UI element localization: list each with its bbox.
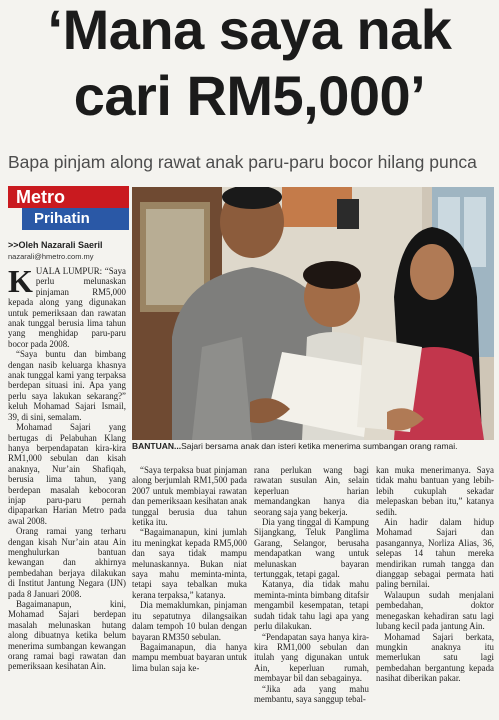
headline-line-2: cari RM5,000’ [73, 64, 426, 127]
article-column-2 [132, 465, 247, 673]
article-column-4 [376, 465, 494, 684]
headline-line-1: ‘Mana saya nak [47, 0, 452, 61]
article-paragraph: Mohamad Sajari yang bertugas di Pelabuhan Klang hanya berpendapatan kira-kira RM1,000 sebulan dan kisah anaknya, Nur’ain Shafiqah, berusia lima tahun, yang berdepan masalah kebocoran injap paru-paru pernah dipaparkan Harian Metro pada awal 2008. [8, 422, 126, 526]
caption-text: Sajari bersama anak dan isteri ketika menerima sumbangan orang ramai. [181, 441, 458, 451]
article-paragraph: Dia yang tinggal di Kampung Sijangkang, Teluk Panglima Garang, Selangor, berusaha mendapatkan wang untuk melunaskan bayaran tertunggak, tetapi gagal. [254, 517, 369, 580]
article-paragraph: Bagaimanapun, kini, Mohamad Sajari berdepan masalah melunaskan hutang along dibuatnya ketika belum menerima sumbangan kewangan orang ramai bagi rawatan dan pemeriksaan kesihatan Ain. [8, 599, 126, 672]
dateline: UALA LUMPUR: [35, 266, 103, 276]
article-paragraph: Bagaimanapun, dia hanya mampu membuat bayaran untuk lima bulan saja ke- [132, 641, 247, 673]
byline: >>Oleh Nazarali Saeril [8, 240, 103, 250]
article-paragraph: “Pendapatan saya hanya kira-kira RM1,000 sebulan dan itulah yang digunakan untuk Ain, keperluan rumah, membayar bil dan sebagainya. [254, 631, 369, 684]
article-paragraph: Ain hadir dalam hidup Mohamad Sajari dan pasangannya, Norliza Alias, 36, selepas 14 tahun mereka mendirikan rumah tangga dan dianggap sebagai permata hati paling bernilai. [376, 517, 494, 590]
article-column-3 [254, 465, 369, 704]
logo-prihatin: Prihatin [22, 208, 129, 230]
article-paragraph [8, 263, 126, 349]
metro-prihatin-logo [8, 186, 129, 232]
family-photo-icon [132, 187, 494, 440]
article-column-1 [8, 263, 126, 672]
family-photo [132, 187, 494, 440]
caption-lead: BANTUAN... [132, 441, 182, 451]
drop-cap: K [8, 263, 33, 299]
article-paragraph: Walaupun sudah menjalani pembedahan, doktor menegaskan kehadiran satu lagi lubang kecil pada jantung Ain. [376, 589, 494, 632]
article-paragraph: “Saya terpaksa buat pinjaman along berjumlah RM1,500 pada 2007 untuk membiayai rawatan dan pemeriksaan kesihatan anak tunggal berusia dua tahun ketika itu. [132, 465, 247, 528]
paragraph-text: “Saya perlu melunaskan pinjaman RM5,000 kepada along yang digunakan untuk pemeriksaan dan rawatan anak tunggal berusia lima tahun yang menghidap paru-paru bocor pada 2008. [8, 266, 126, 349]
article-paragraph: “Saya buntu dan bimbang dengan nasib keluarga khasnya anak tunggal kami yang terpaksa berdepan situasi ini. Apa yang perlu saya lakukan sekarang?” keluh Mohamad Sajari Ismail, 39, di sini, semalam. [8, 349, 126, 422]
subheadline: Bapa pinjam along rawat anak paru-paru bocor hilang punca [8, 152, 477, 172]
headline [0, 0, 499, 127]
article-paragraph: “Jika ada yang mahu membantu, saya sanggup tebal- [254, 683, 369, 704]
article-paragraph: Katanya, dia tidak mahu meminta-minta bimbang ditafsir mengambil kesempatan, tetapi sudah tidak tahu lagi apa yang perlu dilakukan. [254, 579, 369, 632]
article-paragraph: kan muka menerimanya. Saya tidak mahu bantuan yang lebih-lebih cukuplah sekadar melepaskan beban itu,” katanya sedih. [376, 465, 494, 517]
article-paragraph: Dia memaklumkan, pinjaman itu sepatutnya dilangsaikan dalam tempoh 10 bulan dengan bayaran RM350 sebulan. [132, 600, 247, 642]
article-paragraph: “Bagaimanapun, kini jumlah itu meningkat kepada RM5,000 dan saya tidak mampu melunaskannya. Bukan niat saya mahu meminta-minta, tetapi saya tebalkan muka kerana terpaksa,” katanya. [132, 527, 247, 600]
photo-caption [132, 441, 494, 451]
article-paragraph: Mohamad Sajari berkata, mungkin anaknya itu memerlukan satu lagi pembedahan bergantung kepada nasihat diberikan pakar. [376, 631, 494, 684]
author-email: nazarali@hmetro.com.my [8, 252, 94, 261]
logo-metro: Metro [8, 186, 129, 208]
article-paragraph: Orang ramai yang terharu dengan kisah Nur’ain atau Ain menghulurkan bantuan kewangan dan akhirnya pembedahan berjaya dilakukan di Institut Jantung Negara (IJN) pada 8 Januari 2008. [8, 526, 126, 599]
article-paragraph: rana perlukan wang bagi rawatan susulan Ain, selain keperluan harian memandangkan hanya dia seorang saja yang bekerja. [254, 465, 369, 517]
